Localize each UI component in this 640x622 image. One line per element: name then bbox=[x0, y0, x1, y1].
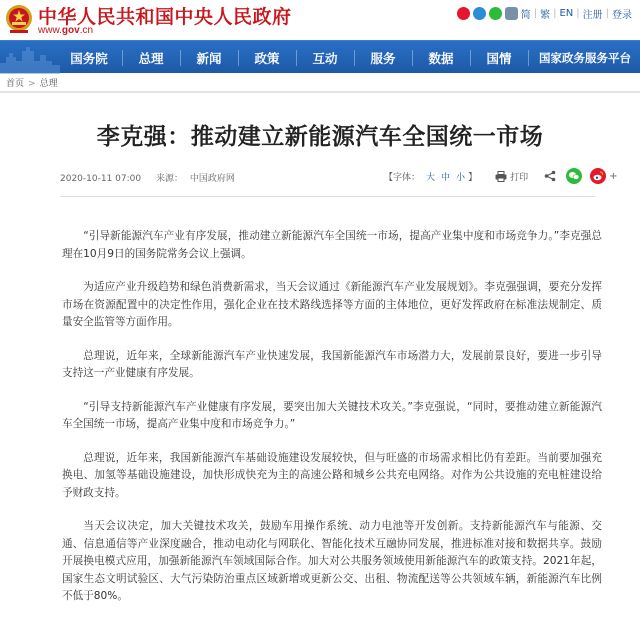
source-label: 来源： bbox=[155, 174, 183, 184]
login-link[interactable]: 登录 bbox=[612, 10, 632, 21]
publish-date: 2020-10-11 07:00 bbox=[60, 174, 142, 184]
print-label: 打印 bbox=[510, 172, 529, 183]
nav-separator bbox=[238, 50, 239, 66]
article-body bbox=[62, 228, 602, 622]
share-icon[interactable] bbox=[544, 170, 556, 182]
qq-weibo-icon[interactable] bbox=[473, 7, 486, 20]
national-emblem-icon[interactable] bbox=[4, 3, 34, 35]
article-title: 李克强：推动建立新能源汽车全国统一市场 bbox=[96, 124, 544, 150]
article-tools bbox=[384, 168, 617, 184]
font-size-label: 【字体： bbox=[384, 172, 421, 183]
article-paragraph: “引导新能源汽车产业有序发展，推动建立新能源汽车全国统一市场，提高产业集中度和市场竞争力。”李克强总理在10月9日的国务院常务会议上强调。 bbox=[62, 230, 602, 260]
nav-item-state-council[interactable]: 国务院 bbox=[70, 50, 108, 66]
breadcrumb-sep: > bbox=[28, 79, 36, 89]
nav-item-premier[interactable]: 总理 bbox=[138, 50, 164, 66]
font-size-large[interactable]: 大 bbox=[426, 172, 436, 183]
article-paragraph: 总理说，近年来，我国新能源汽车基础设施建设发展较快，但与旺盛的市场需求相比仍有差距。当前要加强充换电、加氢等基础设施建设，加快形成快充为主的高速公路和城乡公共充电网络。对作为公共设施的充电桩建设给予财政支持。 bbox=[62, 451, 602, 499]
nav-separator bbox=[354, 50, 355, 66]
article-meta bbox=[60, 171, 247, 184]
source-name: 中国政府网 bbox=[189, 174, 235, 184]
font-size-small[interactable]: 小 bbox=[456, 172, 466, 183]
weibo-icon[interactable] bbox=[457, 7, 470, 20]
utility-sep: | bbox=[605, 8, 609, 19]
breadcrumb-current[interactable]: 总理 bbox=[39, 79, 58, 89]
nav-item-service[interactable]: 服务 bbox=[370, 50, 396, 66]
url-suffix: .cn bbox=[79, 25, 94, 36]
nav-item-data[interactable]: 数据 bbox=[428, 50, 454, 66]
weibo-glyph-icon bbox=[590, 168, 606, 184]
breadcrumb-home[interactable]: 首页 bbox=[6, 79, 25, 89]
nav-separator bbox=[296, 50, 297, 66]
more-share-icon[interactable]: + bbox=[609, 170, 618, 182]
utility-sep: | bbox=[553, 8, 557, 19]
weibo-share-icon[interactable] bbox=[590, 168, 606, 184]
site-header bbox=[0, 0, 640, 40]
article-paragraph: 总理说，近年来，全球新能源汽车产业快速发展，我国新能源汽车市场潜力大，发展前景良好，要进一步引导支持这一产业健康有序发展。 bbox=[62, 349, 602, 379]
nav-separator bbox=[180, 50, 181, 66]
nav-separator bbox=[528, 50, 529, 66]
article-paragraph: 为适应产业升级趋势和绿色消费新需求，当天会议通过《新能源汽车产业发展规划》。李克强强调，要充分发挥市场在资源配置中的决定性作用，强化企业在技术路线选择等方面的主体地位，更好发挥政府在标准法规制定、质量安全监管等方面作用。 bbox=[62, 281, 602, 328]
breadcrumb bbox=[6, 76, 58, 89]
utility-links bbox=[457, 6, 632, 21]
font-size-close: 】 bbox=[468, 172, 478, 183]
english-link[interactable]: EN bbox=[559, 8, 574, 19]
wechat-glyph-icon bbox=[566, 168, 582, 184]
nav-item-policy[interactable]: 政策 bbox=[254, 50, 280, 66]
utility-sep: | bbox=[576, 8, 580, 19]
wechat-share-icon[interactable] bbox=[566, 168, 582, 184]
print-button[interactable] bbox=[495, 170, 528, 183]
nav-separator bbox=[412, 50, 413, 66]
print-icon bbox=[495, 171, 507, 182]
simplified-link[interactable]: 简 bbox=[520, 10, 531, 21]
divider bbox=[0, 91, 640, 93]
skyline-icon bbox=[0, 41, 60, 74]
mobile-icon[interactable] bbox=[505, 7, 518, 20]
traditional-link[interactable]: 繁 bbox=[540, 10, 551, 21]
url-gov: gov bbox=[61, 25, 80, 36]
nav-item-news[interactable]: 新闻 bbox=[196, 50, 222, 66]
article-paragraph: 当天会议决定，加大关键技术攻关，鼓励车用操作系统、动力电池等开发创新。支持新能源汽车与能源、交通、信息通信等产业深度融合，推动电动化与网联化、智能化技术互融协同发展，推进标准对接和数据共享。鼓励开展换电模式应用，加强新能源汽车领域国际合作。加大对公共服务领域使用新能源汽车的政策支持。2021年起，国家生态文明试验区、大气污染防治重点区域新增或更新公交、出租、物流配送等公共领域车辆，新能源汽车比例不低于80%。 bbox=[62, 520, 602, 602]
site-url bbox=[38, 25, 93, 36]
site-title[interactable]: 中华人民共和国中央人民政府 bbox=[38, 6, 292, 28]
register-link[interactable]: 注册 bbox=[582, 10, 603, 21]
wechat-icon[interactable] bbox=[489, 7, 502, 20]
article-paragraph: “引导支持新能源汽车产业健康有序发展，要突出加大关键技术攻关。”李克强说，“同时，要推动建立新能源汽车全国统一市场，提高产业集中度和市场竞争力。” bbox=[62, 400, 602, 430]
url-prefix: www. bbox=[38, 25, 62, 36]
utility-sep: | bbox=[533, 8, 538, 19]
main-nav bbox=[0, 40, 640, 73]
nav-item-interaction[interactable]: 互动 bbox=[312, 50, 338, 66]
nav-separator bbox=[122, 50, 123, 66]
nav-item-national-info[interactable]: 国情 bbox=[486, 50, 512, 66]
meta-divider bbox=[60, 196, 595, 197]
nav-separator bbox=[470, 50, 471, 66]
font-size-medium[interactable]: 中 bbox=[441, 172, 451, 183]
nav-item-service-platform[interactable]: 国家政务服务平台 bbox=[539, 50, 631, 65]
